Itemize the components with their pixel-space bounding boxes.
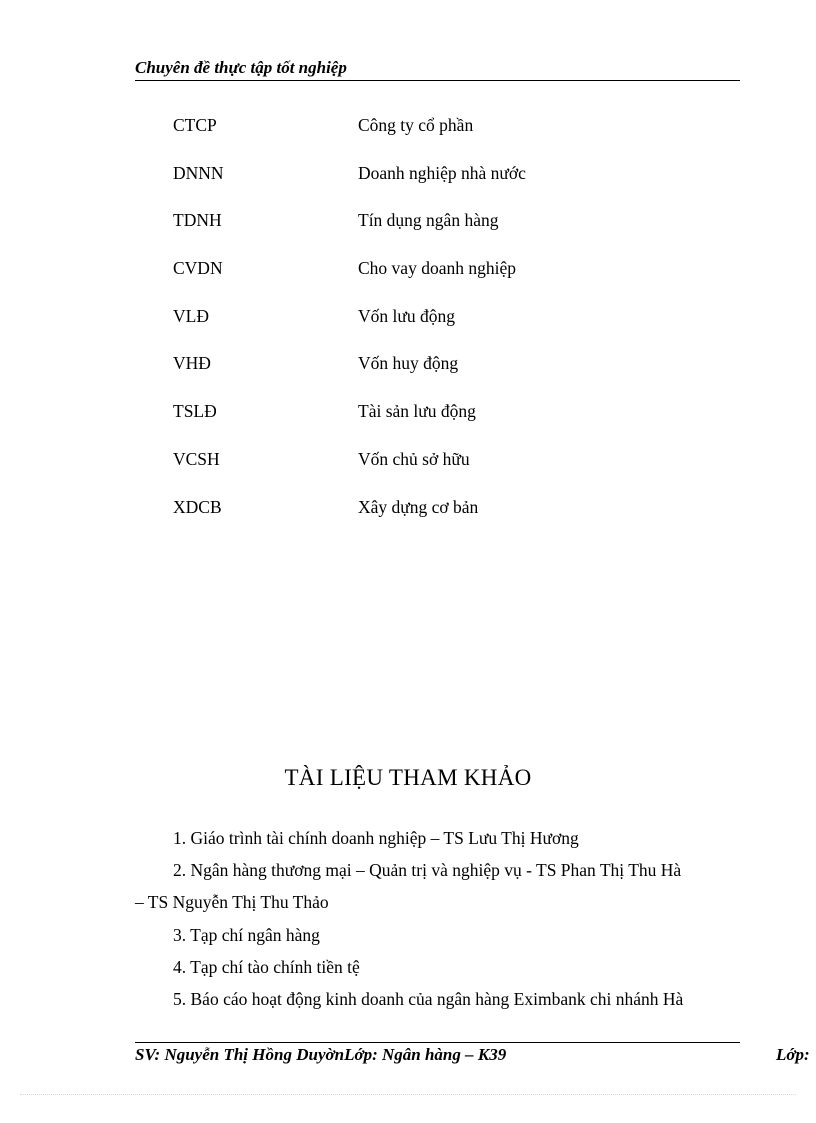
abbreviation-meaning: Doanh nghiệp nhà nước	[358, 163, 526, 183]
abbreviation-code: CTCP	[173, 115, 217, 135]
abbreviation-row	[0, 449, 816, 475]
abbreviation-meaning: Xây dựng cơ bản	[358, 497, 479, 517]
abbreviation-meaning: Tín dụng ngân hàng	[358, 210, 499, 230]
abbreviation-meaning: Vốn lưu động	[358, 306, 455, 326]
reference-item-continuation: – TS Nguyễn Thị Thu Thảo	[135, 892, 329, 912]
reference-item: 4. Tạp chí tào chính tiền tệ	[173, 957, 360, 977]
abbreviation-row	[0, 163, 816, 189]
abbreviation-meaning: Tài sản lưu động	[358, 401, 476, 421]
abbreviation-code: TDNH	[173, 210, 222, 230]
abbreviation-meaning: Cho vay doanh nghiệp	[358, 258, 516, 278]
abbreviation-code: VLĐ	[173, 306, 209, 326]
abbreviation-meaning: Vốn huy động	[358, 353, 459, 373]
abbreviation-row	[0, 306, 816, 332]
abbreviation-code: XDCB	[173, 497, 222, 517]
page-bottom-edge	[20, 1094, 796, 1095]
reference-item: 2. Ngân hàng thương mại – Quản trị và nghiệp vụ - TS Phan Thị Thu Hà	[173, 860, 682, 880]
reference-item: 3. Tạp chí ngân hàng	[173, 925, 320, 945]
abbreviation-code: CVDN	[173, 258, 223, 278]
references-heading: TÀI LIỆU THAM KHẢO	[284, 765, 532, 790]
footer-class-label: Lớp:	[776, 1045, 810, 1064]
abbreviation-row	[0, 258, 816, 284]
footer-student-info: SV: Nguyễn Thị Hồng DuyờnLớp: Ngân hàng – K39	[135, 1045, 507, 1064]
abbreviation-row	[0, 210, 816, 236]
abbreviation-code: VHĐ	[173, 353, 211, 373]
header-divider	[135, 80, 740, 81]
abbreviation-meaning: Công ty cổ phần	[358, 115, 474, 135]
abbreviation-meaning: Vốn chủ sở hữu	[358, 449, 470, 469]
footer-divider	[135, 1042, 740, 1043]
abbreviation-code: TSLĐ	[173, 401, 217, 421]
page-header-title: Chuyên đề thực tập tốt nghiệp	[135, 58, 347, 77]
abbreviation-row	[0, 115, 816, 141]
abbreviation-code: VCSH	[173, 449, 220, 469]
abbreviation-row	[0, 353, 816, 379]
reference-item: 5. Báo cáo hoạt động kinh doanh của ngân hàng Eximbank chi nhánh Hà	[173, 989, 684, 1009]
abbreviation-row	[0, 401, 816, 427]
reference-item: 1. Giáo trình tài chính doanh nghiệp – TS Lưu Thị Hương	[173, 828, 579, 848]
abbreviation-row	[0, 497, 816, 523]
abbreviation-code: DNNN	[173, 163, 224, 183]
